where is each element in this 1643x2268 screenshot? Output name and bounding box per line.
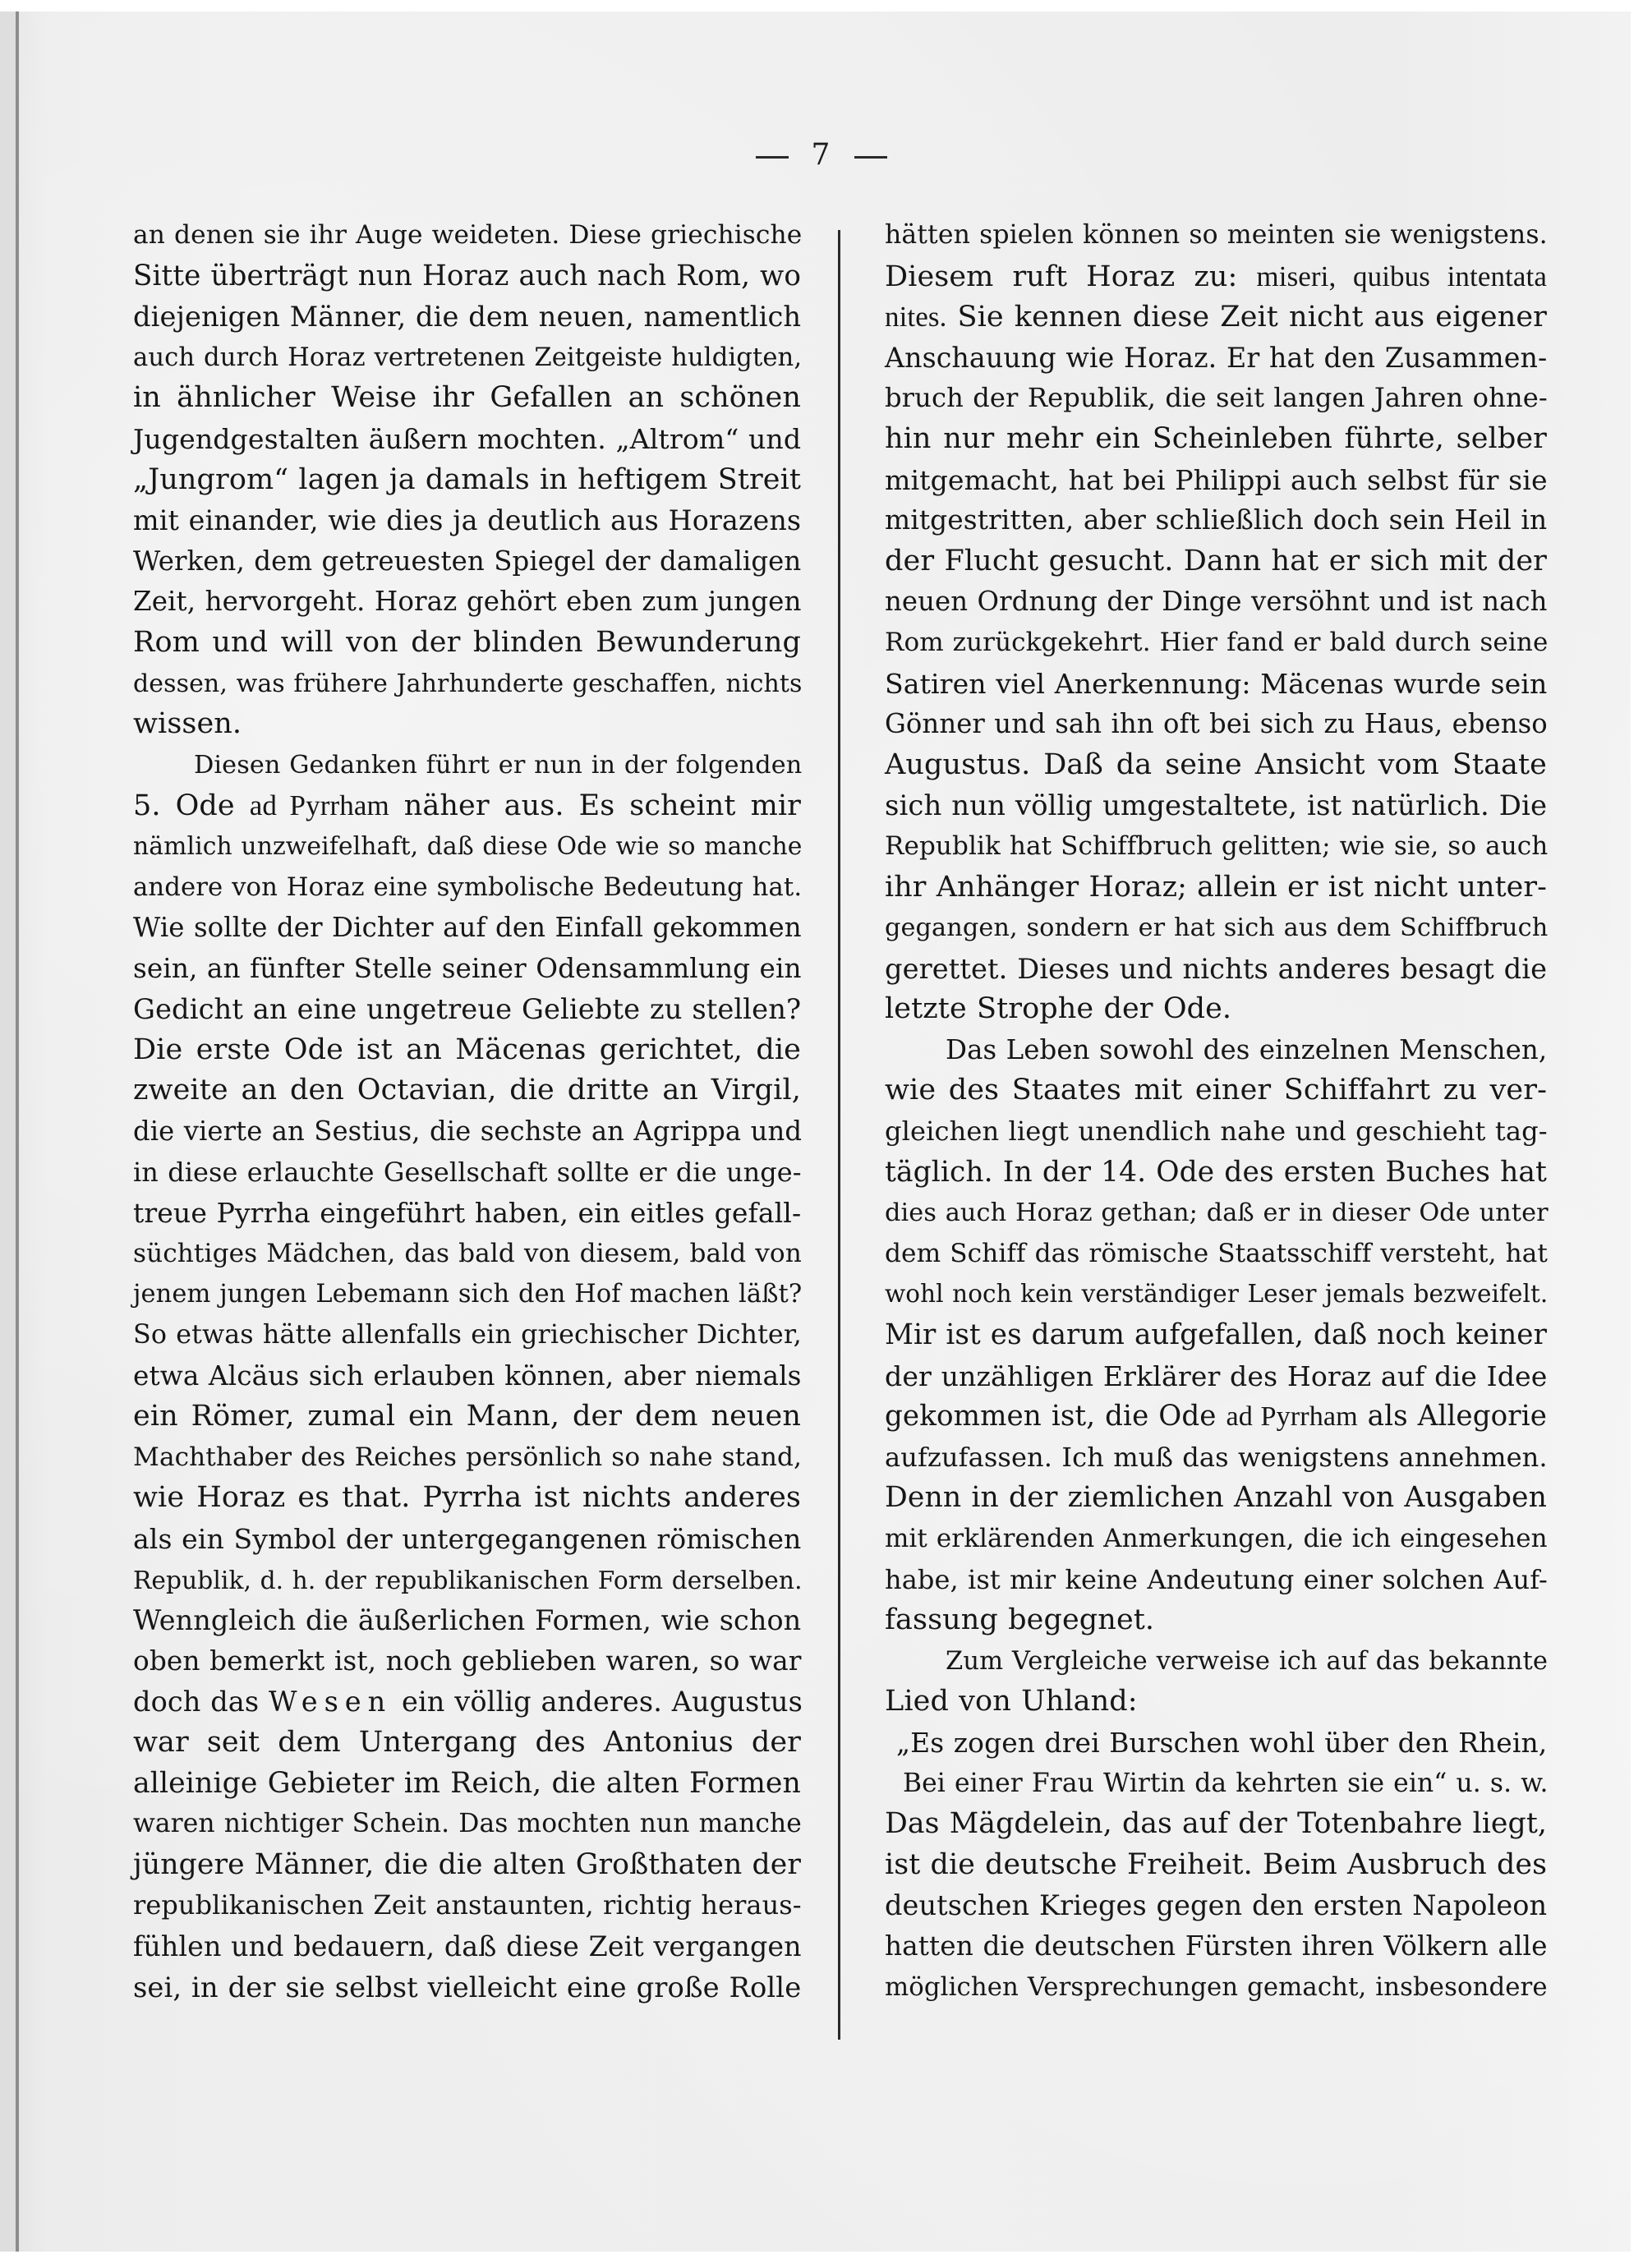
text-line: Werken, dem getreuesten Spiegel der damaligen [133,545,802,577]
text-line: dem Schiff das römische Staatsschiff versteht, hat [885,1238,1549,1268]
text-line [885,256,1547,297]
text-line: gegangen, sondern er hat sich aus dem Schiffbruch [885,913,1549,943]
text-line: hin nur mehr ein Scheinleben führte, selber [885,421,1547,455]
text-line: fühlen und bedauern, daß diese Zeit vergangen [133,1930,802,1962]
page-number-header [0,138,1643,172]
text-line: wie des Staates mit einer Schiffahrt zu ver- [885,1074,1547,1107]
text-line [885,297,1547,338]
text-line: Die erste Ode ist an Mäcenas gerichtet, die [133,1033,801,1066]
text-line: Rom zurückgekehrt. Hier fand er bald durch seine [885,627,1549,657]
text-line: jenem jungen Lebemann sich den Hof machen läßt? [133,1280,803,1309]
text-line: neuen Ordnung der Dinge versöhnt und ist nach [885,586,1548,618]
text-line: deutschen Krieges gegen den ersten Napoleon [885,1889,1548,1922]
text-line: war seit dem Untergang des Antonius der [133,1725,801,1759]
text-line: Republik, d. h. der republikanischen Form derselben. [133,1565,803,1594]
text-line: in diese erlauchte Gesellschaft sollte er die unge- [133,1156,802,1188]
text-line: „Es zogen drei Burschen wohl über den Rhein, [896,1726,1548,1759]
page-number-dash-left [756,156,789,159]
text-line: Das Leben sowohl des einzelnen Menschen, [946,1033,1548,1065]
text-line: ein Römer, zumal ein Mann, der dem neuen [133,1400,801,1433]
text-line: hatten die deutschen Fürsten ihren Völkern alle [885,1930,1548,1962]
text-line: Republik hat Schiffbruch gelitten; wie sie, so auch [885,830,1549,861]
text-fragment: gekommen ist, die Ode [885,1400,1226,1433]
text-line: der unzähligen Erklärer des Horaz auf die Idee [885,1359,1548,1392]
text-line [885,1396,1547,1438]
text-line: diejenigen Männer, die dem neuen, namentlich [133,301,802,334]
right-text-column [885,215,1547,2008]
emphasized-word: Wesen [268,1686,393,1718]
text-line: Zum Vergleiche verweise ich auf das bekannte [946,1646,1549,1676]
text-line [133,785,801,826]
latin-quotation: nites. [885,301,947,334]
text-line: Zeit, hervorgeht. Horaz gehört eben zum jungen [133,586,802,618]
text-line: wissen. [133,707,242,741]
latin-quotation: ad Pyrrham [1226,1401,1358,1433]
text-line: Wenngleich die äußerlichen Formen, wie schon [133,1604,802,1637]
text-line: in ähnlicher Weise ihr Gefallen an schönen [133,381,801,415]
text-line: sein, an fünfter Stelle seiner Odensammlung ein [133,952,802,984]
column-divider-rule [838,230,840,2040]
text-line: sei, in der sie selbst vielleicht eine große Rolle [133,1971,802,2003]
text-line: wohl noch kein verständiger Leser jemals bezweifelt. [885,1280,1549,1309]
page-number-dash-right [854,156,887,159]
text-line: hätten spielen können so meinten sie wenigstens. [885,220,1548,250]
text-line: sich nun völlig umgestaltete, ist natürlich. Die [885,789,1548,822]
text-line: ihr Anhänger Horaz; allein er ist nicht unter- [885,870,1547,904]
text-line: aufzufassen. Ich muß das wenigstens annehmen. [885,1441,1548,1473]
text-line: treue Pyrrha eingeführt haben, ein eitles gefall- [133,1197,802,1230]
text-line: wie Horaz es that. Pyrrha ist nichts anderes [133,1481,801,1515]
text-fragment: Sie kennen diese Zeit nicht aus eigener [946,301,1547,334]
text-line: als ein Symbol der untergegangenen römischen [133,1523,802,1555]
text-line: möglichen Versprechungen gemacht, insbesondere [885,1971,1548,2002]
text-line: Sitte überträgt nun Horaz auch nach Rom, wo [133,259,802,292]
text-fragment: doch das [133,1686,269,1718]
text-line: alleinige Gebieter im Reich, die alten Formen [133,1766,801,1800]
text-line: So etwas hätte allenfalls ein griechischer Dichter, [133,1320,802,1350]
text-line: „Jungrom“ lagen ja damals in heftigem Streit [133,462,801,496]
text-line: Gönner und sah ihn oft bei sich zu Haus, ebenso [885,708,1548,740]
text-line: täglich. In der 14. Ode des ersten Buches hat [885,1155,1547,1189]
text-line: habe, ist mir keine Andeutung einer solchen Auf- [885,1563,1548,1595]
text-line: auch durch Horaz vertretenen Zeitgeiste huldigten, [133,343,803,372]
text-line: mit einander, wie dies ja deutlich aus Horazens [133,504,802,537]
text-line: zweite an den Octavian, die dritte an Virgil, [133,1074,801,1107]
text-fragment: Diesem ruft Horaz zu: [885,260,1257,293]
text-line: Bei einer Frau Wirtin da kehrten sie ein“ u. s. w. [903,1768,1549,1798]
text-line: Satiren viel Anerkennung: Mäcenas wurde sein [885,667,1548,700]
text-line: gerettet. Dieses und nichts anderes besagt die [885,952,1548,985]
page-fold-shadow [0,12,16,2252]
text-line: letzte Strophe der Ode. [885,992,1232,1026]
text-line: dies auch Horaz gethan; daß er in dieser Ode unter [885,1198,1549,1228]
latin-quotation: miseri, quibus intentata [1256,260,1547,292]
text-line: nämlich unzweifelhaft, daß diese Ode wie so manche [133,831,803,861]
text-line: etwa Alcäus sich erlauben können, aber niemals [133,1359,802,1392]
latin-quotation: ad Pyrrham [249,789,389,822]
text-line: Anschauung wie Horaz. Er hat den Zusammen- [885,341,1548,374]
text-line: gleichen liegt unendlich nahe und geschieht tag- [885,1116,1548,1148]
text-line: süchtiges Mädchen, das bald von diesem, bald von [133,1238,802,1268]
text-line: Mir ist es darum aufgefallen, daß noch keiner [885,1318,1547,1352]
text-line: mitgestritten, aber schließlich doch sein Heil in [885,504,1548,536]
text-line: oben bemerkt ist, noch geblieben waren, so war [133,1645,802,1677]
text-line: Machthaber des Reiches persönlich so nahe stand, [133,1442,803,1472]
text-fragment: näher aus. Es scheint mir [389,789,802,823]
text-line: Diesen Gedanken führt er nun in der folgenden [194,750,803,780]
left-text-column [133,215,801,2008]
text-line: Gedicht an eine ungetreue Geliebte zu stellen? [133,993,802,1026]
text-line: republikanischen Zeit anstaunten, richtig heraus- [133,1889,802,1921]
text-line: Wie sollte der Dichter auf den Einfall gekommen [133,912,802,944]
text-line: Rom und will von der blinden Bewunderung [133,625,801,659]
page-fold-line [16,12,19,2252]
text-fragment: 5. Ode [133,789,250,823]
text-line: mit erklärenden Anmerkungen, die ich eingesehen [885,1524,1548,1553]
text-line: Das Mägdelein, das auf der Totenbahre liegt, [885,1807,1547,1841]
text-line: an denen sie ihr Auge weideten. Diese griechische [133,220,803,250]
text-line: mitgemacht, hat bei Philippi auch selbst für sie [885,463,1548,496]
text-fragment: ein völlig anderes. Augustus [392,1686,803,1718]
text-line: fassung begegnet. [885,1603,1155,1637]
text-line: Lied von Uhland: [885,1685,1138,1718]
text-fragment: als Allegorie [1357,1400,1547,1433]
text-line [133,1681,801,1723]
text-line: Augustus. Daß da seine Ansicht vom Staate [885,748,1547,781]
text-line: Jugendgestalten äußern mochten. „Altrom“ und [133,422,802,455]
text-line: die vierte an Sestius, die sechste an Agrippa und [133,1116,803,1148]
text-line: waren nichtiger Schein. Das mochten nun manche [133,1809,802,1839]
text-line: der Flucht gesucht. Dann hat er sich mit der [885,544,1547,577]
text-line: dessen, was frühere Jahrhunderte geschaffen, nichts [133,669,803,698]
text-line: andere von Horaz eine symbolische Bedeutung hat. [133,872,803,902]
text-line: jüngere Männer, die die alten Großthaten der [133,1847,801,1881]
text-line: Denn in der ziemlichen Anzahl von Ausgaben [885,1481,1548,1515]
text-line: ist die deutsche Freiheit. Beim Ausbruch des [885,1847,1548,1881]
text-line: bruch der Republik, die seit langen Jahren ohne- [885,382,1548,414]
page-number: 7 [811,138,832,172]
